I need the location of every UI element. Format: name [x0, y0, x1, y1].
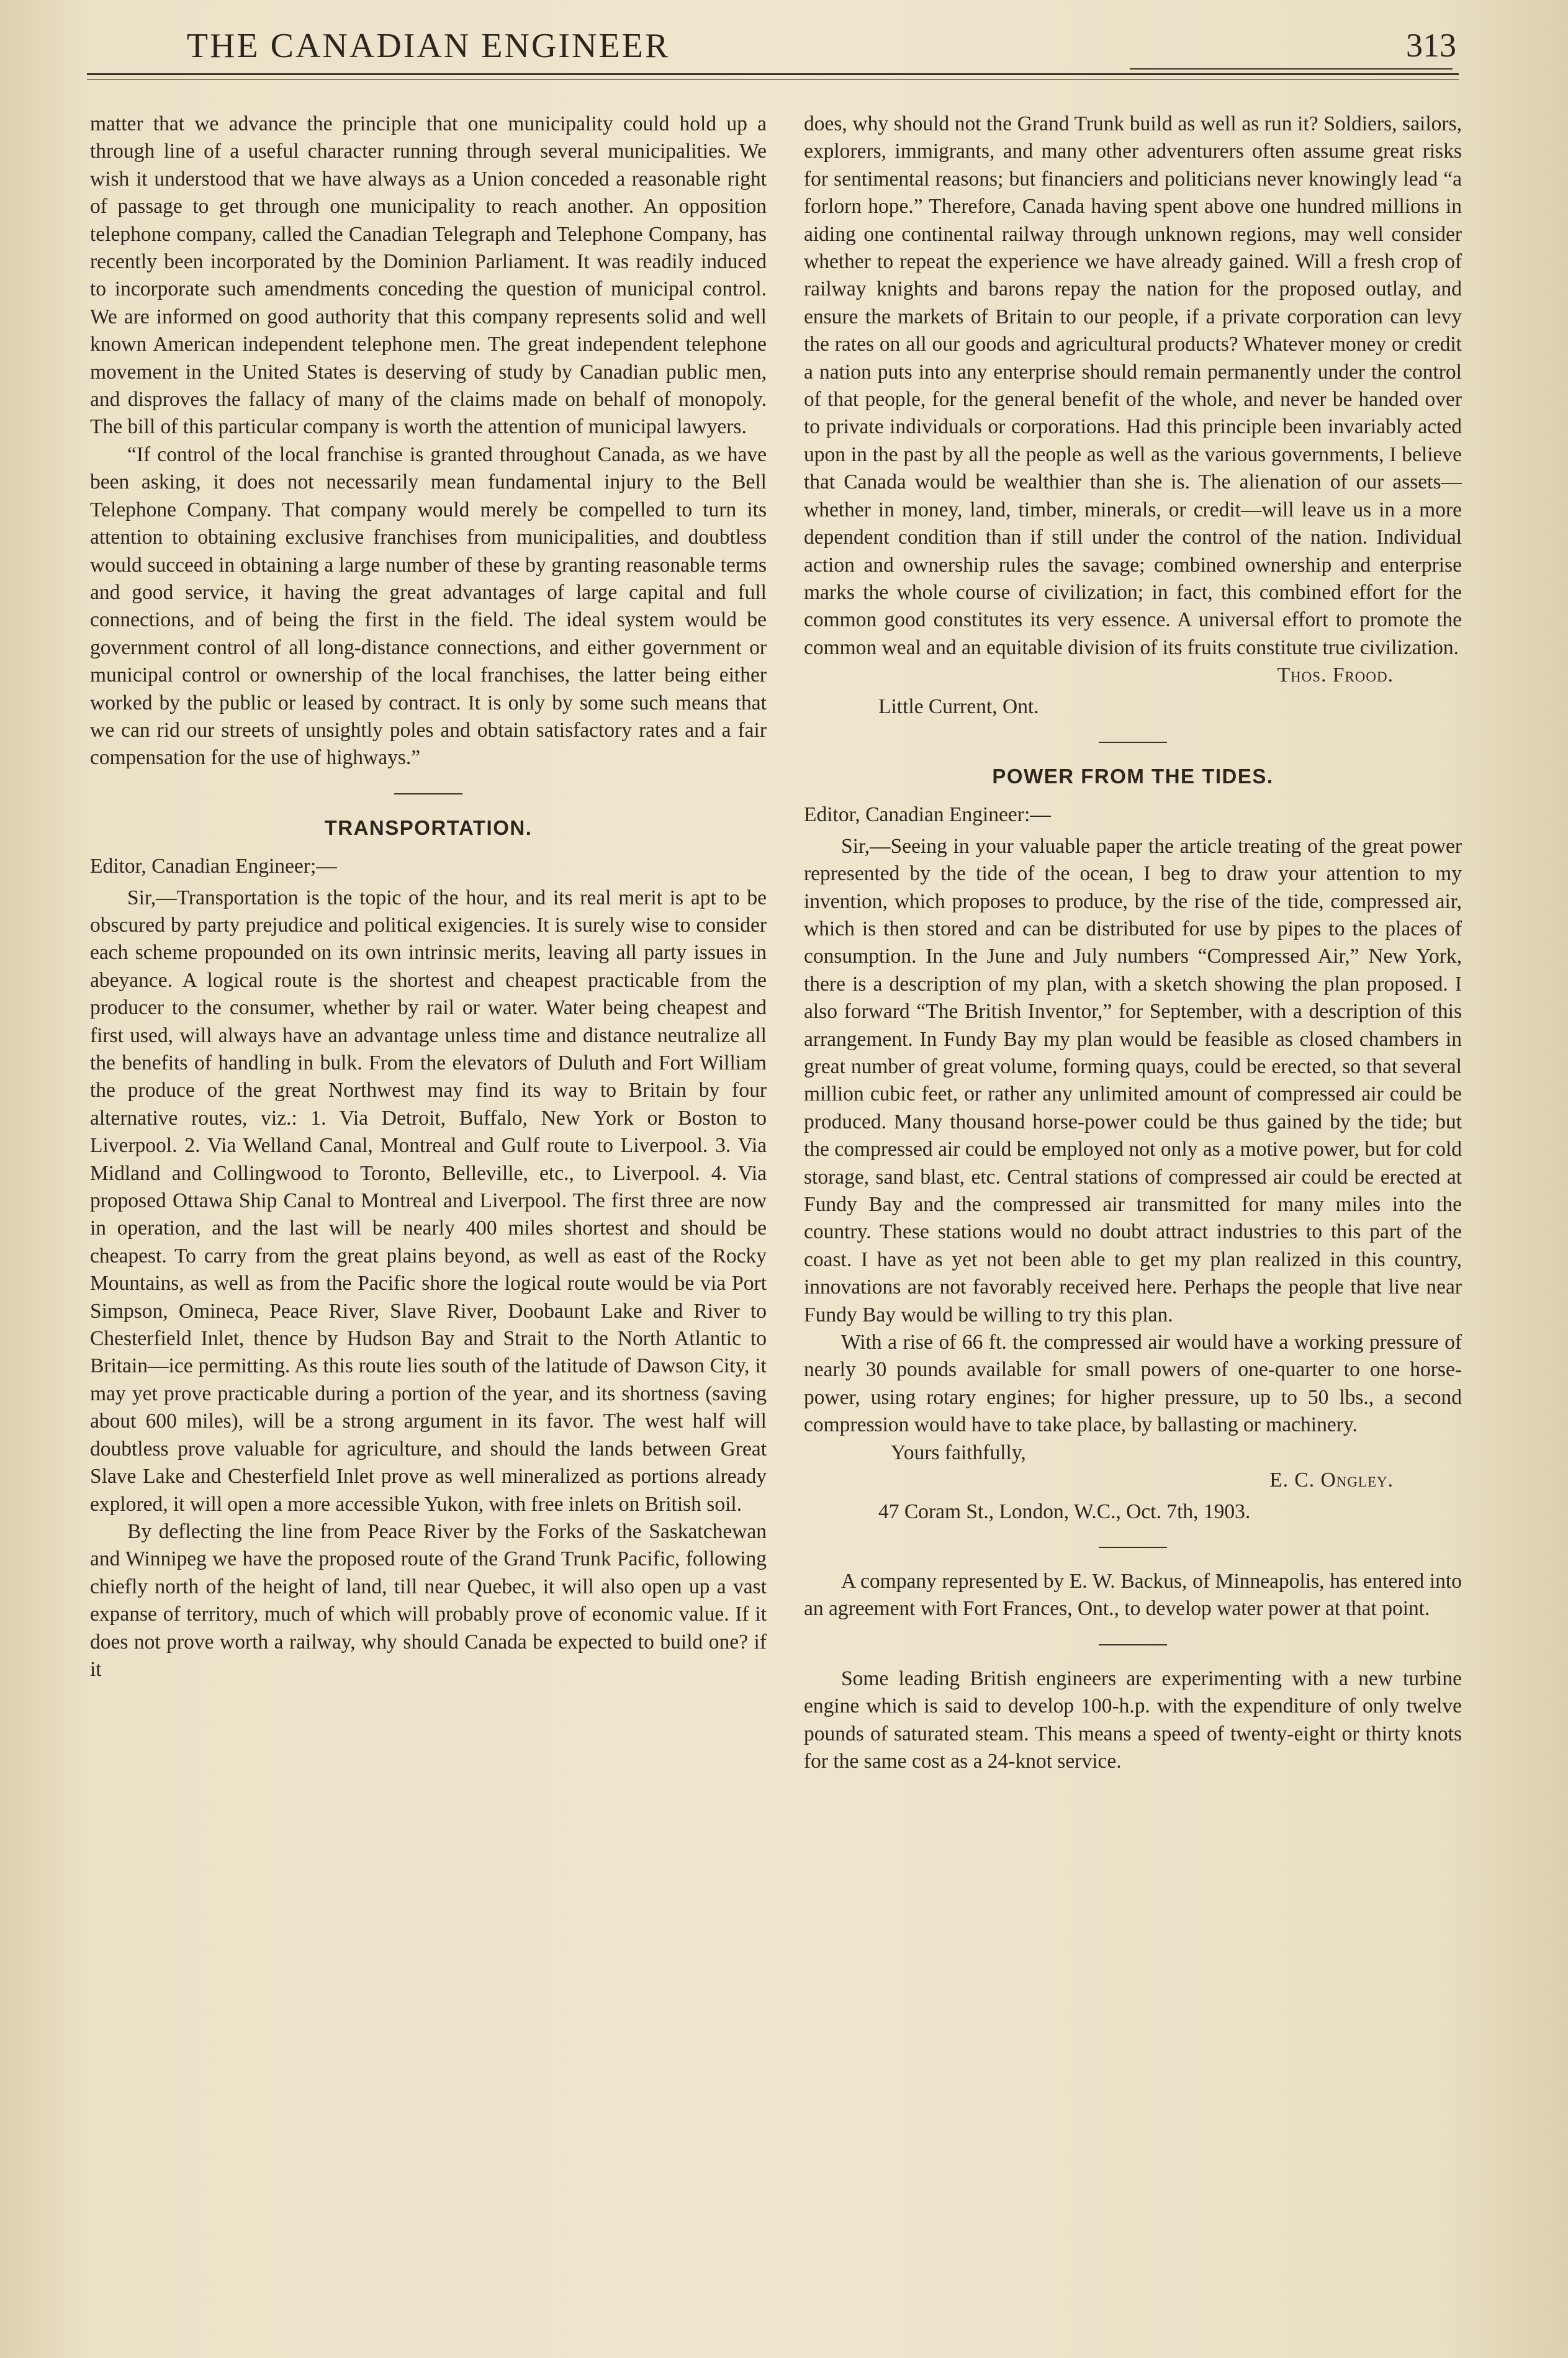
paragraph-transportation-3: does, why should not the Grand Trunk build as well as run it? Soldiers, sailors, explorers, immigrants, and many other adventurers often assume great risks for sentimental reasons; but financiers and politicians never knowingly lead “a forlorn hope.” Therefore, Canada having spent above one hundred millions in aiding one continental railway through unknown regions, may well consider whether to repeat the experience we have already gained. Will a fresh crop of railway knights and barons repay the nation for the proposed outlay, and ensure the markets of Britain to our people, if a private corporation can levy the rates on all our goods and agricultural products? Whatever money or credit a nation puts into any enterprise should remain permanently under the control of that people, for the general benefit of the whole, and never be handed over to private individuals or corporations. Had this principle been invariably acted upon in the past by all the people as well as the various governments, I believe that Canada would be wealthier than she is. The alienation of our assets—whether in money, land, timber, minerals, or credit—will leave us in a more dependent condition than if still under the control of the nation. Individual action and ownership rules the savage; combined ownership and enterprise marks the whole course of civilization; in fact, this combined effort for the common good constitutes its very essence. A universal effort to promote the common weal and an equitable division of its fruits constitute true civilization.	[804, 112, 1462, 659]
section-divider	[394, 793, 462, 794]
paragraph-telephone-continued: matter that we advance the principle that one municipality could hold up a through line of a useful character running through several municipalities. We wish it understood that we have always as a Union conceded a reasonable right of passage to get through one municipality to reach another. An opposition telephone company, called the Canadian Telegraph and Telephone Company, has recently been incorporated by the Dominion Parliament. It was readily induced to incorporate such amendments conceding the question of municipal control. We are informed on good authority that this company represents solid and well known American independent telephone men. The great independent telephone movement in the United States is deserving of study by Canadian public men, and disproves the fallacy of many of the claims made on behalf of monopoly. The bill of this particular company is worth the attention of municipal lawyers.	[90, 112, 767, 439]
header-rule-short	[1130, 68, 1453, 70]
signature-frood: Thos. Frood.	[1277, 664, 1394, 687]
address-coram-st: 47 Coram St., London, W.C., Oct. 7th, 1903.	[878, 1500, 1251, 1523]
note-backus: A company represented by E. W. Backus, of Minneapolis, has entered into an agreement with Fort Frances, Ont., to develop water power at that point.	[804, 1569, 1462, 1621]
section-divider	[1099, 1644, 1167, 1645]
section-divider	[1099, 1547, 1167, 1548]
salutation-tides: Editor, Canadian Engineer:—	[804, 803, 1051, 827]
place-little-current: Little Current, Ont.	[878, 695, 1039, 718]
heading-transportation: TRANSPORTATION.	[324, 816, 533, 839]
salutation-transportation: Editor, Canadian Engineer;—	[90, 855, 337, 878]
paragraph-tides-1: Sir,—Seeing in your valuable paper the article treating of the great power represented by the tide of the ocean, I beg to draw your attention to my invention, which proposes to produce, by the rise of the tide, compressed air, which is then stored and can be distributed for use by pipes to the places of consumption. In the June and July numbers “Compressed Air,” New York, there is a description of my plan, with a sketch showing the plan proposed. I also forward “The British Inventor,” for September, with a description of this arrangement. In Fundy Bay my plan would be feasible as closed chambers in great number of great volume, forming quays, could be erected, so that several million cubic feet, or rather any unlimited amount of compressed air could be produced. Many thousand horse-power could be thus gained by the tide; but the compressed air could be employed not only as a motive power, but for cold storage, sand blast, etc. Central stations of compressed air could be erected at Fundy Bay and the compressed air transmitted for many miles into the country. These stations would no doubt attract industries to this part of the coast. I have as yet not been able to get my plan realized in this country, innovations are not favorably received here. Perhaps the people that live near Fundy Bay would be willing to try this plan.	[804, 834, 1462, 1326]
note-turbine: Some leading British engineers are experimenting with a new turbine engine which is said to develop 100-h.p. with the expenditure of only twelve pounds of saturated steam. This means a speed of twenty-eight or thirty knots for the same cost as a 24-knot service.	[804, 1667, 1462, 1773]
paragraph-telephone-quote: “If control of the local franchise is granted throughout Canada, as we have been asking, it does not necessarily mean fundamental injury to the Bell Telephone Company. That company would merely be compelled to turn its attention to obtaining exclusive franchises from municipalities, and doubtless would succeed in obtaining a large number of these by granting reasonable terms and good service, it having the great advantages of large capital and full connections, and of being the first in the field. The ideal system would be government control of all long-distance connections, and either government or municipal control or ownership of the local franchises, the latter being either worked by the public or leased by contract. It is only by some such means that we can rid our streets of unsightly poles and obtain satisfactory rates and a fair compensation for the use of highways.”	[90, 443, 767, 770]
heading-power-from-tides: POWER FROM THE TIDES.	[992, 764, 1274, 788]
header-rule-thick	[87, 73, 1459, 75]
left-column	[90, 110, 767, 1683]
running-title: THE CANADIAN ENGINEER	[186, 27, 670, 65]
right-column	[804, 110, 1462, 1775]
header-rule-thin	[87, 79, 1459, 80]
paragraph-tides-2: With a rise of 66 ft. the compressed air would have a working pressure of nearly 30 pounds available for small powers of one-quarter to one horse-power, using rotary engines; for higher pressure, up to 50 lbs., a second compression would have to take place, by ballasting or machinery.	[804, 1331, 1462, 1437]
signature-ongley: E. C. Ongley.	[1269, 1469, 1394, 1492]
paragraph-transportation-1: Sir,—Transportation is the topic of the hour, and its real merit is apt to be obscured by party prejudice and political exigencies. It is surely wise to consider each scheme propounded on its own intrinsic merits, leaving all party issues in abeyance. A logical route is the shortest and cheapest practicable from the producer to the consumer, whether by rail or water. Water being cheapest and first used, will always have an advantage unless time and distance neutralize all the benefits of handling in bulk. From the elevators of Duluth and Fort William the produce of the great Northwest may find its way to Britain by four alternative routes, viz.: 1. Via Detroit, Buffalo, New York or Boston to Liverpool. 2. Via Welland Canal, Montreal and Gulf route to Liverpool. 3. Via Midland and Collingwood to Toronto, Belleville, etc., to Liverpool. 4. Via proposed Ottawa Ship Canal to Montreal and Liverpool. The first three are now in operation, and the last will be nearly 400 miles shortest and should be cheapest. To carry from the great plains beyond, as well as east of the Rocky Mountains, as well as from the Pacific shore the logical route would be via Port Simpson, Omineca, Peace River, Slave River, Doobaunt Lake and River to Chesterfield Inlet, thence by Hudson Bay and Strait to the North Atlantic to Britain—ice permitting. As this route lies south of the latitude of Dawson City, it may yet prove practicable during a portion of the year, and its shortness (saving about 600 miles), will be a strong argument in its favor. The west half will doubtless prove valuable for agriculture, and should the lands between Great Slave Lake and Chesterfield Inlet prove as well mineralized as portions already explored, it will open a more accessible Yukon, with free inlets on British soil.	[90, 886, 767, 1516]
closing-yours-faithfully: Yours faithfully,	[891, 1441, 1026, 1464]
section-divider	[1099, 742, 1167, 743]
page-number: 313	[1406, 27, 1456, 64]
paragraph-transportation-2: By deflecting the line from Peace River by the Forks of the Saskatchewan and Winnipeg we have the proposed route of the Grand Trunk Pacific, following chiefly north of the height of land, till near Quebec, it will also open up a vast expanse of territory, much of which will probably prove of economic value. If it does not prove worth a railway, why should Canada be expected to build one? if it	[90, 1519, 767, 1681]
